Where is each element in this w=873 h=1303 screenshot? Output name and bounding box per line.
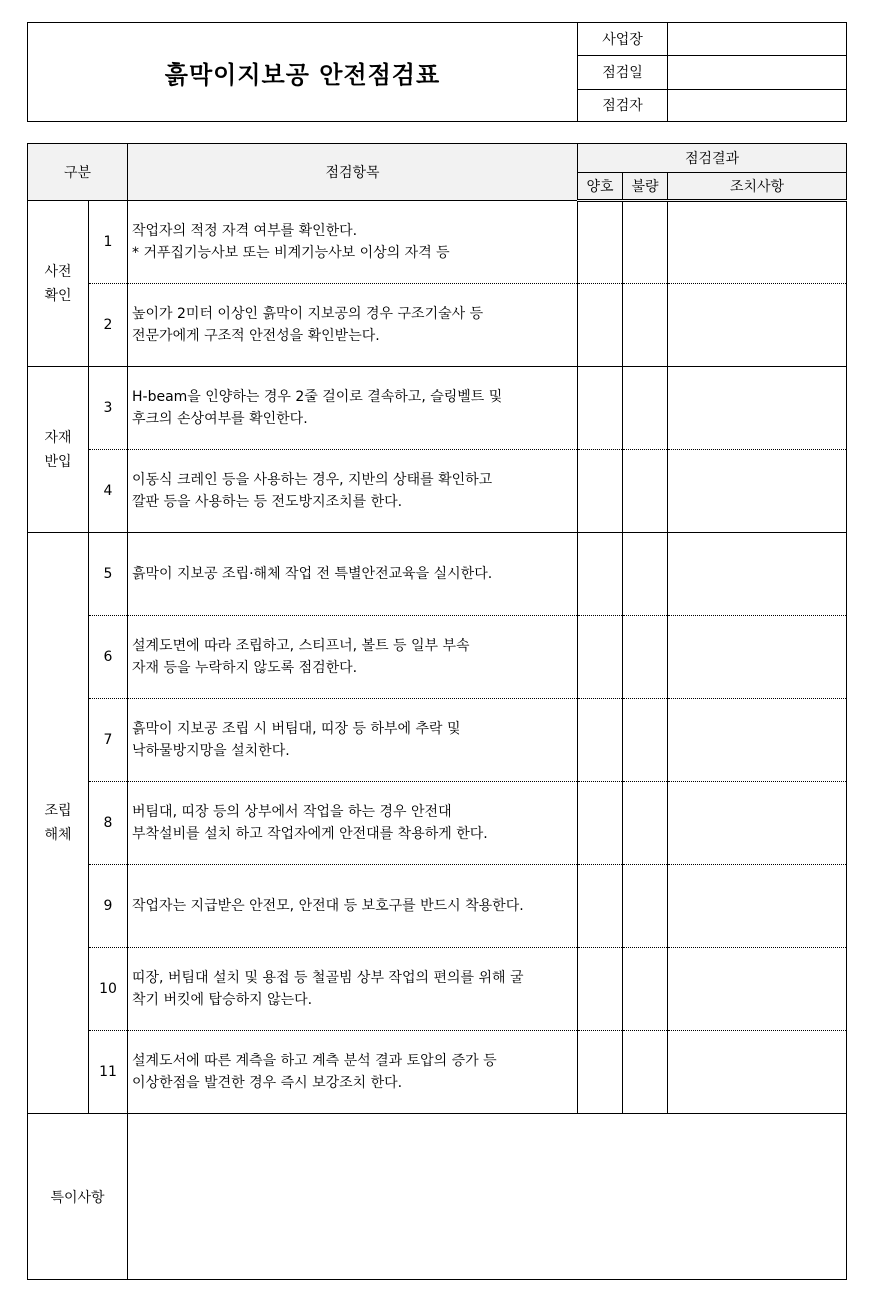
bad-checkbox[interactable]	[623, 1031, 668, 1114]
bad-checkbox[interactable]	[623, 367, 668, 450]
item-text: 흙막이 지보공 조립·해체 작업 전 특별안전교육을 실시한다.	[128, 533, 578, 616]
inspector-field[interactable]	[668, 89, 847, 121]
item-text: 작업자의 적정 자격 여부를 확인한다. * 거푸집기능사보 또는 비계기능사보 이상의 자격 등	[128, 201, 578, 284]
action-field[interactable]	[668, 284, 847, 367]
item-number: 3	[89, 367, 128, 450]
good-checkbox[interactable]	[578, 201, 623, 284]
good-checkbox[interactable]	[578, 616, 623, 699]
action-field[interactable]	[668, 948, 847, 1031]
item-number: 1	[89, 201, 128, 284]
action-header: 조치사항	[668, 173, 847, 201]
category-cell: 조립 해체	[28, 533, 89, 1114]
category-header: 구분	[28, 144, 128, 201]
action-field[interactable]	[668, 367, 847, 450]
category-cell: 사전 확인	[28, 201, 89, 367]
table-row	[28, 948, 847, 1031]
good-checkbox[interactable]	[578, 865, 623, 948]
bad-checkbox[interactable]	[623, 284, 668, 367]
remarks-field[interactable]	[128, 1114, 847, 1280]
item-text: 흙막이 지보공 조립 시 버팀대, 띠장 등 하부에 추락 및 낙하물방지망을 설치한다.	[128, 699, 578, 782]
item-number: 5	[89, 533, 128, 616]
table-row	[28, 284, 847, 367]
bad-checkbox[interactable]	[623, 865, 668, 948]
table-row	[28, 201, 847, 284]
table-row	[28, 616, 847, 699]
item-text: 높이가 2미터 이상인 흙막이 지보공의 경우 구조기술사 등 전문가에게 구조적 안전성을 확인받는다.	[128, 284, 578, 367]
good-checkbox[interactable]	[578, 284, 623, 367]
item-number: 9	[89, 865, 128, 948]
bad-checkbox[interactable]	[623, 948, 668, 1031]
table-row	[28, 1031, 847, 1114]
action-field[interactable]	[668, 865, 847, 948]
good-checkbox[interactable]	[578, 1031, 623, 1114]
bad-checkbox[interactable]	[623, 699, 668, 782]
good-checkbox[interactable]	[578, 948, 623, 1031]
items-header: 점검항목	[128, 144, 578, 201]
checklist-table	[27, 143, 847, 1280]
good-checkbox[interactable]	[578, 450, 623, 533]
inspection-date-field[interactable]	[668, 56, 847, 89]
bad-checkbox[interactable]	[623, 450, 668, 533]
item-number: 7	[89, 699, 128, 782]
table-row	[28, 782, 847, 865]
good-checkbox[interactable]	[578, 367, 623, 450]
item-text: 작업자는 지급받은 안전모, 안전대 등 보호구를 반드시 착용한다.	[128, 865, 578, 948]
bad-checkbox[interactable]	[623, 782, 668, 865]
item-text: 설계도서에 따른 계측을 하고 계측 분석 결과 토압의 증가 등 이상한점을 발견한 경우 즉시 보강조치 한다.	[128, 1031, 578, 1114]
item-number: 8	[89, 782, 128, 865]
workplace-label: 사업장	[578, 23, 668, 56]
bad-checkbox[interactable]	[623, 533, 668, 616]
table-row	[28, 367, 847, 450]
item-number: 2	[89, 284, 128, 367]
item-text: 버팀대, 띠장 등의 상부에서 작업을 하는 경우 안전대 부착설비를 설치 하고 작업자에게 안전대를 착용하게 한다.	[128, 782, 578, 865]
item-number: 6	[89, 616, 128, 699]
action-field[interactable]	[668, 533, 847, 616]
bad-checkbox[interactable]	[623, 201, 668, 284]
inspector-label: 점검자	[578, 89, 668, 121]
action-field[interactable]	[668, 782, 847, 865]
good-checkbox[interactable]	[578, 533, 623, 616]
action-field[interactable]	[668, 1031, 847, 1114]
good-checkbox[interactable]	[578, 782, 623, 865]
item-text: H-beam을 인양하는 경우 2줄 걸이로 결속하고, 슬링벨트 및 후크의 손상여부를 확인한다.	[128, 367, 578, 450]
remarks-row	[28, 1114, 847, 1280]
action-field[interactable]	[668, 699, 847, 782]
item-text: 띠장, 버팀대 설치 및 용접 등 철골빔 상부 작업의 편의를 위해 굴 착기 버킷에 탑승하지 않는다.	[128, 948, 578, 1031]
table-row	[28, 699, 847, 782]
item-text: 이동식 크레인 등을 사용하는 경우, 지반의 상태를 확인하고 깔판 등을 사용하는 등 전도방지조치를 한다.	[128, 450, 578, 533]
inspection-date-label: 점검일	[578, 56, 668, 89]
header-table	[27, 22, 847, 122]
table-row	[28, 533, 847, 616]
action-field[interactable]	[668, 201, 847, 284]
item-number: 10	[89, 948, 128, 1031]
bad-header: 불량	[623, 173, 668, 201]
category-cell: 자재 반입	[28, 367, 89, 533]
table-row	[28, 865, 847, 948]
item-number: 11	[89, 1031, 128, 1114]
good-checkbox[interactable]	[578, 699, 623, 782]
result-header: 점검결과	[578, 144, 847, 173]
table-row	[28, 450, 847, 533]
bad-checkbox[interactable]	[623, 616, 668, 699]
good-header: 양호	[578, 173, 623, 201]
item-text: 설계도면에 따라 조립하고, 스티프너, 볼트 등 일부 부속 자재 등을 누락하지 않도록 점검한다.	[128, 616, 578, 699]
remarks-label: 특이사항	[28, 1114, 128, 1280]
action-field[interactable]	[668, 616, 847, 699]
action-field[interactable]	[668, 450, 847, 533]
item-number: 4	[89, 450, 128, 533]
page-title: 흙막이지보공 안전점검표	[28, 23, 578, 122]
workplace-field[interactable]	[668, 23, 847, 56]
